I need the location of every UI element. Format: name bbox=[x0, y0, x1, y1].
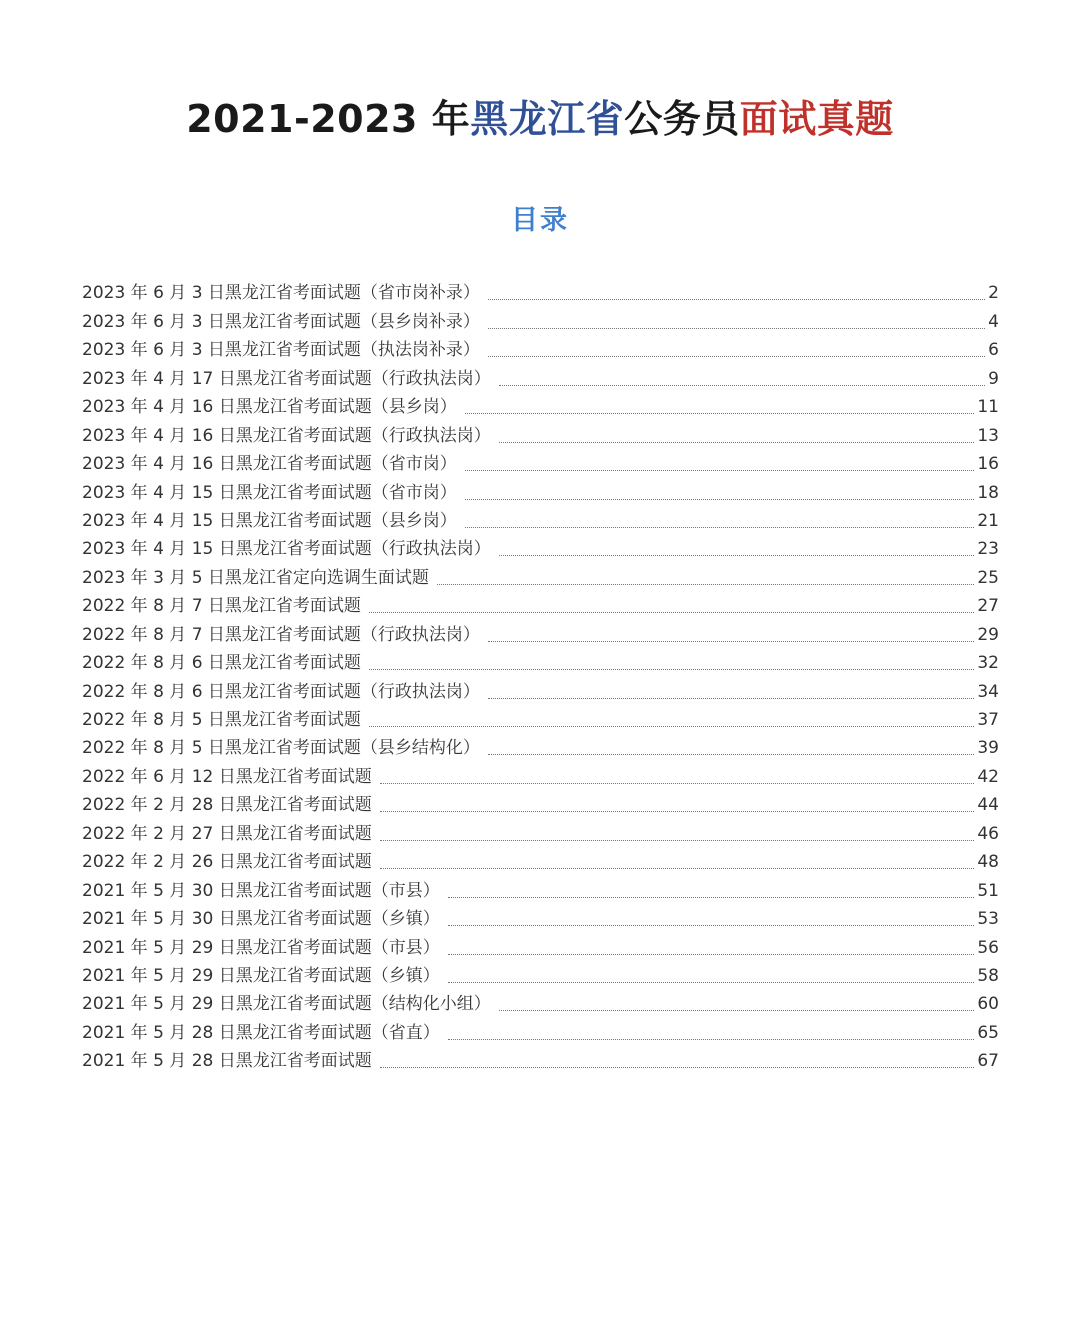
toc-entry[interactable] bbox=[82, 364, 999, 392]
toc-entry-title: 2022 年 8 月 5 日黑龙江省考面试题（县乡结构化） bbox=[82, 738, 480, 759]
toc-entry-page-number: 58 bbox=[977, 965, 999, 986]
dot-leader bbox=[499, 555, 975, 556]
toc-entry-title: 2023 年 4 月 17 日黑龙江省考面试题（行政执法岗） bbox=[82, 368, 491, 389]
dot-leader bbox=[380, 1067, 975, 1068]
toc-entry-page-number: 46 bbox=[977, 823, 999, 844]
dot-leader bbox=[499, 385, 985, 386]
dot-leader bbox=[369, 612, 974, 613]
title-years: 2021-2023 年 bbox=[186, 97, 471, 142]
dot-leader bbox=[488, 328, 985, 329]
dot-leader bbox=[488, 698, 974, 699]
toc-entry[interactable] bbox=[82, 336, 999, 364]
toc-entry-page-number: 53 bbox=[977, 909, 999, 930]
dot-leader bbox=[380, 783, 975, 784]
toc-entry[interactable] bbox=[82, 307, 999, 335]
dot-leader bbox=[465, 499, 975, 500]
toc-entry-page-number: 56 bbox=[977, 937, 999, 958]
toc-entry[interactable] bbox=[82, 535, 999, 563]
toc-entry-title: 2023 年 4 月 16 日黑龙江省考面试题（行政执法岗） bbox=[82, 425, 491, 446]
toc-entry[interactable] bbox=[82, 592, 999, 620]
dot-leader bbox=[465, 470, 975, 471]
dot-leader bbox=[437, 584, 974, 585]
toc-entry-title: 2022 年 2 月 26 日黑龙江省考面试题 bbox=[82, 852, 372, 873]
title-region: 黑龙江省 bbox=[470, 97, 625, 142]
toc-entry-title: 2023 年 4 月 15 日黑龙江省考面试题（县乡岗） bbox=[82, 510, 457, 531]
toc-entry-title: 2021 年 5 月 29 日黑龙江省考面试题（结构化小组） bbox=[82, 994, 491, 1015]
toc-entry-page-number: 13 bbox=[977, 425, 999, 446]
toc-entry-title: 2021 年 5 月 29 日黑龙江省考面试题（乡镇） bbox=[82, 965, 440, 986]
toc-entry[interactable] bbox=[82, 279, 999, 307]
dot-leader bbox=[448, 982, 975, 983]
toc-entry[interactable] bbox=[82, 990, 999, 1018]
toc-entry-page-number: 44 bbox=[977, 795, 999, 816]
dot-leader bbox=[488, 299, 985, 300]
toc-entry[interactable] bbox=[82, 706, 999, 734]
toc-entry-page-number: 11 bbox=[977, 397, 999, 418]
toc-entry[interactable] bbox=[82, 649, 999, 677]
toc-entry-title: 2023 年 4 月 15 日黑龙江省考面试题（省市岗） bbox=[82, 482, 457, 503]
toc-entry-title: 2022 年 2 月 27 日黑龙江省考面试题 bbox=[82, 823, 372, 844]
dot-leader bbox=[380, 868, 975, 869]
toc-entry[interactable] bbox=[82, 620, 999, 648]
toc-entry[interactable] bbox=[82, 734, 999, 762]
toc-entry-title: 2023 年 4 月 16 日黑龙江省考面试题（省市岗） bbox=[82, 454, 457, 475]
toc-entry[interactable] bbox=[82, 905, 999, 933]
toc-entry-page-number: 25 bbox=[977, 567, 999, 588]
toc-entry-title: 2022 年 2 月 28 日黑龙江省考面试题 bbox=[82, 795, 372, 816]
dot-leader bbox=[369, 726, 974, 727]
toc-entry[interactable] bbox=[82, 1018, 999, 1046]
toc-entry-page-number: 32 bbox=[977, 653, 999, 674]
toc-entry-title: 2023 年 3 月 5 日黑龙江省定向选调生面试题 bbox=[82, 567, 429, 588]
dot-leader bbox=[448, 954, 975, 955]
toc-entry-page-number: 60 bbox=[977, 994, 999, 1015]
toc-entry[interactable] bbox=[82, 563, 999, 591]
dot-leader bbox=[448, 925, 975, 926]
toc-entry-page-number: 18 bbox=[977, 482, 999, 503]
dot-leader bbox=[488, 754, 974, 755]
toc-entry-title: 2022 年 8 月 7 日黑龙江省考面试题（行政执法岗） bbox=[82, 624, 480, 645]
toc-entry-page-number: 42 bbox=[977, 766, 999, 787]
dot-leader bbox=[465, 527, 975, 528]
toc-entry[interactable] bbox=[82, 876, 999, 904]
toc-entry[interactable] bbox=[82, 848, 999, 876]
toc-entry-title: 2021 年 5 月 28 日黑龙江省考面试题（省直） bbox=[82, 1022, 440, 1043]
dot-leader bbox=[499, 442, 975, 443]
dot-leader bbox=[465, 413, 975, 414]
toc-entry-page-number: 48 bbox=[977, 852, 999, 873]
toc-entry-page-number: 6 bbox=[988, 340, 999, 361]
toc-entry-title: 2021 年 5 月 30 日黑龙江省考面试题（乡镇） bbox=[82, 909, 440, 930]
toc-entry-title: 2021 年 5 月 29 日黑龙江省考面试题（市县） bbox=[82, 937, 440, 958]
toc-entry[interactable] bbox=[82, 933, 999, 961]
toc-entry-title: 2023 年 6 月 3 日黑龙江省考面试题（县乡岗补录） bbox=[82, 311, 480, 332]
toc-entry-page-number: 37 bbox=[977, 710, 999, 730]
toc-entry[interactable] bbox=[82, 450, 999, 478]
dot-leader bbox=[448, 897, 975, 898]
toc-entry-title: 2023 年 4 月 15 日黑龙江省考面试题（行政执法岗） bbox=[82, 539, 491, 560]
toc-entry-page-number: 21 bbox=[977, 510, 999, 531]
toc-entry-page-number: 16 bbox=[977, 454, 999, 475]
toc-entry[interactable] bbox=[82, 478, 999, 506]
toc-entry[interactable] bbox=[82, 762, 999, 790]
page-title bbox=[0, 91, 1080, 147]
toc-list bbox=[82, 279, 999, 1075]
toc-entry-page-number: 34 bbox=[977, 681, 999, 702]
toc-entry-page-number: 23 bbox=[977, 539, 999, 560]
toc-entry[interactable] bbox=[82, 1047, 999, 1075]
toc-entry-title: 2021 年 5 月 30 日黑龙江省考面试题（市县） bbox=[82, 880, 440, 901]
title-subject: 面试真题 bbox=[739, 97, 894, 142]
dot-leader bbox=[488, 356, 985, 357]
toc-entry-page-number: 2 bbox=[988, 283, 999, 304]
toc-entry-title: 2022 年 8 月 6 日黑龙江省考面试题（行政执法岗） bbox=[82, 681, 480, 702]
toc-entry-title: 2022 年 8 月 6 日黑龙江省考面试题 bbox=[82, 653, 361, 674]
toc-entry-title: 2023 年 6 月 3 日黑龙江省考面试题（省市岗补录） bbox=[82, 283, 480, 304]
toc-entry-page-number: 29 bbox=[977, 624, 999, 645]
toc-entry[interactable] bbox=[82, 791, 999, 819]
toc-entry-title: 2023 年 4 月 16 日黑龙江省考面试题（县乡岗） bbox=[82, 397, 457, 418]
dot-leader bbox=[380, 840, 975, 841]
toc-entry-title: 2021 年 5 月 28 日黑龙江省考面试题 bbox=[82, 1051, 372, 1072]
title-middle: 公务员 bbox=[624, 97, 740, 142]
dot-leader bbox=[488, 641, 974, 642]
toc-entry[interactable] bbox=[82, 421, 999, 449]
dot-leader bbox=[448, 1039, 975, 1040]
toc-entry-page-number: 4 bbox=[988, 311, 999, 332]
toc-entry-page-number: 67 bbox=[977, 1051, 999, 1072]
toc-entry-page-number: 9 bbox=[988, 368, 999, 389]
toc-entry[interactable] bbox=[82, 507, 999, 535]
toc-entry-page-number: 65 bbox=[977, 1022, 999, 1043]
dot-leader bbox=[369, 669, 974, 670]
toc-entry[interactable] bbox=[82, 819, 999, 847]
toc-entry-page-number: 27 bbox=[977, 596, 999, 617]
toc-entry-title: 2023 年 6 月 3 日黑龙江省考面试题（执法岗补录） bbox=[82, 340, 480, 361]
toc-heading: 目录 bbox=[511, 205, 569, 236]
toc-entry[interactable] bbox=[82, 677, 999, 705]
toc-entry-title: 2022 年 8 月 5 日黑龙江省考面试题 bbox=[82, 710, 361, 730]
toc-entry[interactable] bbox=[82, 962, 999, 990]
toc-entry-page-number: 39 bbox=[977, 738, 999, 759]
toc-entry-page-number: 51 bbox=[977, 880, 999, 901]
dot-leader bbox=[380, 811, 975, 812]
toc-entry-title: 2022 年 6 月 12 日黑龙江省考面试题 bbox=[82, 766, 372, 787]
dot-leader bbox=[499, 1010, 975, 1011]
toc-entry-title: 2022 年 8 月 7 日黑龙江省考面试题 bbox=[82, 596, 361, 617]
toc-entry[interactable] bbox=[82, 393, 999, 421]
